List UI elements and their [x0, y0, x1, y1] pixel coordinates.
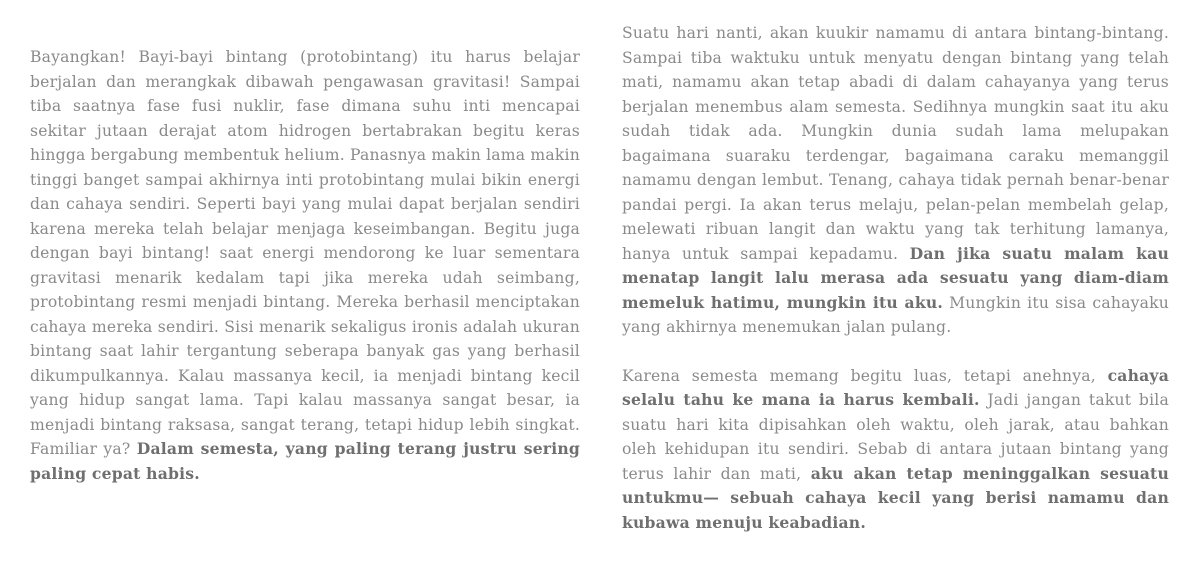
right-paragraph-2-middle: Jadi jangan takut bila suatu hari kita dipisahkan oleh waktu, oleh jarak, atau bahkan oleh kehidupan itu sendiri. Sebab di antara jutaan bintang yang terus lahir dan mati,	[622, 391, 1169, 483]
left-paragraph-1	[30, 45, 580, 486]
right-paragraph-2-text: Karena semesta memang begitu luas, tetapi anehnya,	[622, 366, 1108, 385]
right-paragraph-1-tail: Mungkin itu sisa cahayaku yang akhirnya menemukan jalan pulang.	[622, 293, 1169, 336]
right-paragraph-1-bold: Dan jika suatu malam kau menatap langit lalu merasa ada sesuatu yang diam-diam memeluk hatimu, mungkin itu aku.	[622, 243, 1169, 312]
right-paragraph-2-bold-2: aku akan tetap meninggalkan sesuatu untukmu— sebuah cahaya kecil yang berisi namamu dan kubawa menuju keabadian.	[622, 463, 1169, 532]
right-paragraph-1-text: Suatu hari nanti, akan kuukir namamu di antara bintang-bintang. Sampai tiba waktuku untuk menyatu dengan bintang yang telah mati, namamu akan tetap abadi di dalam cahayanya yang terus berjalan menembus alam semesta. Sedihnya mungkin saat itu aku sudah tidak ada. Mungkin dunia sudah lama melupakan bagaimana suaraku terdengar, bagaimana caraku memanggil namamu dengan lembut. Tenang, cahaya tidak pernah benar-benar pandai pergi. Ia akan terus melaju, pelan-pelan membelah gelap, melewati ribuan langit dan waktu yang tak terhitung lamanya, hanya untuk sampai kepadamu.	[622, 24, 1169, 263]
right-paragraph-2-bold-1: cahaya selalu tahu ke mana ia harus kembali.	[622, 365, 1169, 409]
right-column	[622, 21, 1169, 535]
left-paragraph-1-bold: Dalam semesta, yang paling terang justru sering paling cepat habis.	[30, 439, 580, 483]
right-paragraph-1	[622, 21, 1169, 340]
right-paragraph-2	[622, 364, 1169, 536]
left-column	[30, 45, 580, 486]
left-paragraph-1-text: Bayangkan! Bayi-bayi bintang (protobintang) itu harus belajar berjalan dan merangkak dibawah pengawasan gravitasi! Sampai tiba saatnya fase fusi nuklir, fase dimana suhu inti mencapai sekitar jutaan derajat atom hidrogen bertabrakan begitu keras hingga bergabung membentuk helium. Panasnya makin lama makin tinggi banget sampai akhirnya inti protobintang mulai bikin energi dan cahaya sendiri. Seperti bayi yang mulai dapat berjalan sendiri karena mereka telah belajar menjaga keseimbangan. Begitu juga dengan bayi bintang! saat energi mendorong ke luar sementara gravitasi menarik kedalam tapi jika mereka udah seimbang, protobintang resmi menjadi bintang. Mereka berhasil menciptakan cahaya mereka sendiri. Sisi menarik sekaligus ironis adalah ukuran bintang saat lahir tergantung seberapa banyak gas yang berhasil dikumpulkannya. Kalau massanya kecil, ia menjadi bintang kecil yang hidup sangat lama. Tapi kalau massanya sangat besar, ia menjadi bintang raksasa, sangat terang, tetapi hidup lebih singkat. Familiar ya?	[30, 48, 580, 458]
